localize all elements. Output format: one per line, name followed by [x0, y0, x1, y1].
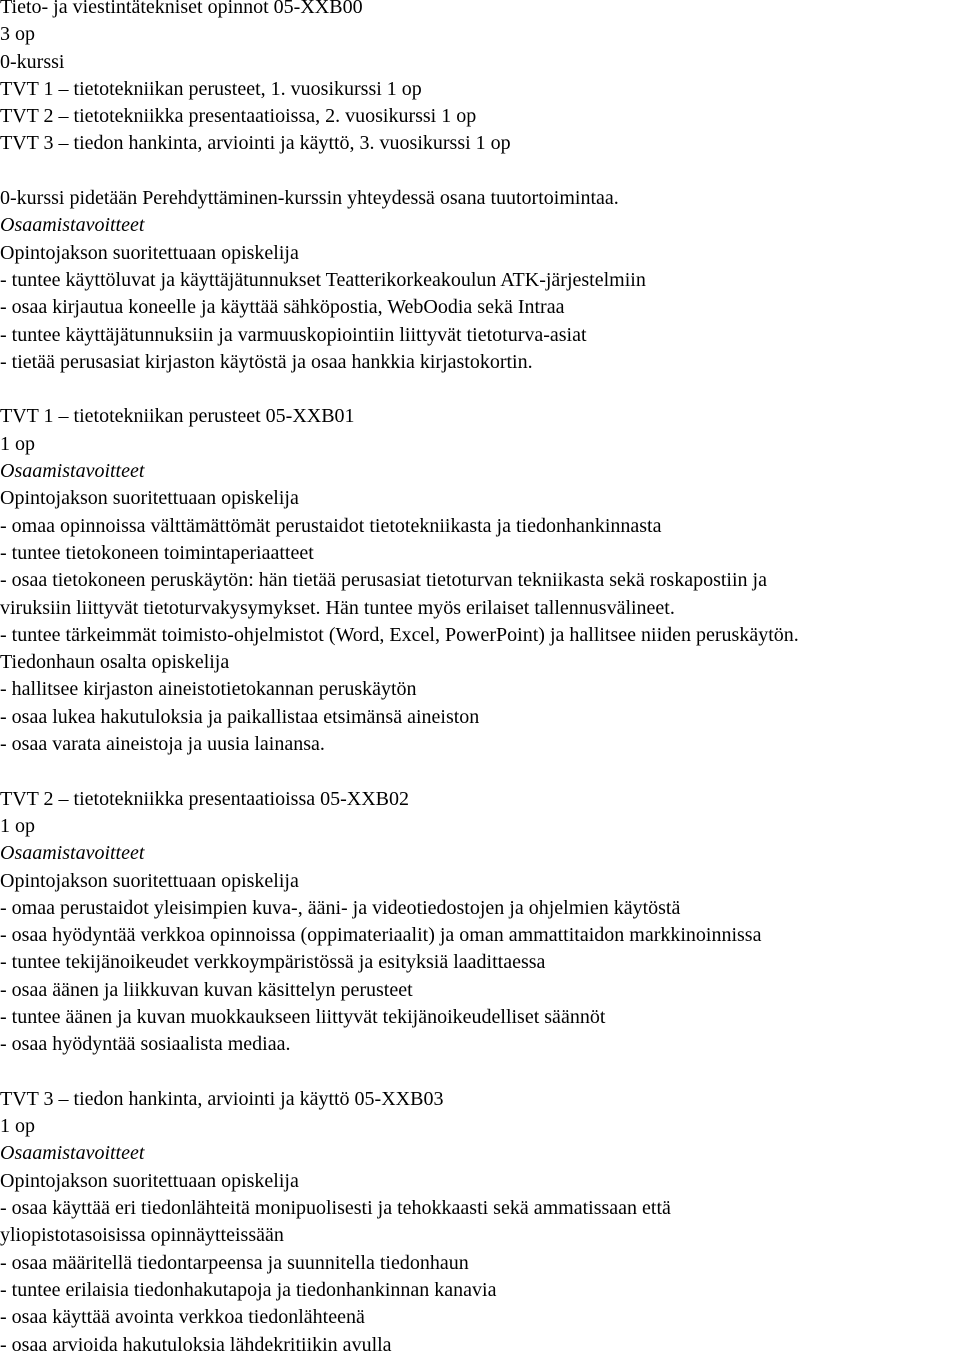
intro-section	[0, 0, 960, 376]
outcome-item: - osaa tietokoneen peruskäytön: hän tietää perusasiat tietoturvan tekniikasta sekä roskapostiin ja	[0, 569, 767, 592]
credits: 3 op	[0, 23, 35, 46]
search-outcome-item: - osaa lukea hakutuloksia ja paikallistaa etsimänsä aineiston	[0, 705, 480, 728]
student-intro: Opintojakson suoritettuaan opiskelija	[0, 241, 299, 264]
outcomes-heading: Osaamistavoitteet	[0, 460, 145, 483]
outcome-item: - osaa käyttää eri tiedonlähteitä monipuolisesti ja tehokkaasti sekä ammatissaan että	[0, 1197, 671, 1220]
spacer	[0, 158, 960, 185]
tvt3-section	[0, 1086, 960, 1359]
section-title: TVT 3 – tiedon hankinta, arviointi ja käyttö 05-XXB03	[0, 1087, 444, 1110]
course-list-item: TVT 3 – tiedon hankinta, arviointi ja käyttö, 3. vuosikurssi 1 op	[0, 132, 511, 155]
search-intro: Tiedonhaun osalta opiskelija	[0, 651, 230, 674]
tvt1-section	[0, 403, 960, 758]
course-list-item: TVT 2 – tietotekniikka presentaatioissa, 2. vuosikurssi 1 op	[0, 105, 477, 128]
outcome-item: - tietää perusasiat kirjaston käytöstä ja osaa hankkia kirjastokortin.	[0, 350, 533, 373]
outcome-item: - tuntee tietokoneen toimintaperiaatteet	[0, 541, 314, 564]
search-outcome-item: - hallitsee kirjaston aineistotietokannan peruskäytön	[0, 678, 417, 701]
student-intro: Opintojakson suoritettuaan opiskelija	[0, 869, 299, 892]
course-list-item: TVT 1 – tietotekniikan perusteet, 1. vuosikurssi 1 op	[0, 77, 422, 100]
course-0-note: 0-kurssi pidetään Perehdyttäminen-kurssin yhteydessä osana tuutortoimintaa.	[0, 187, 619, 210]
search-outcome-item: - osaa varata aineistoja ja uusia lainansa.	[0, 733, 325, 756]
outcome-item: - tuntee äänen ja kuvan muokkaukseen liittyvät tekijänoikeudelliset säännöt	[0, 1005, 606, 1028]
outcome-item: - osaa käyttää avointa verkkoa tiedonlähteenä	[0, 1306, 365, 1329]
section-title: TVT 2 – tietotekniikka presentaatioissa 05-XXB02	[0, 787, 409, 810]
credits: 1 op	[0, 814, 35, 837]
outcome-item: - omaa opinnoissa välttämättömät perustaidot tietotekniikasta ja tiedonhankinnasta	[0, 514, 662, 537]
outcome-item: - osaa äänen ja liikkuvan kuvan käsittelyn perusteet	[0, 978, 413, 1001]
outcome-item: - tuntee tärkeimmät toimisto-ohjelmistot (Word, Excel, PowerPoint) ja hallitsee niiden peruskäytön.	[0, 623, 799, 646]
outcome-item: - tuntee erilaisia tiedonhakutapoja ja tiedonhankinnan kanavia	[0, 1278, 497, 1301]
spacer	[0, 758, 960, 785]
outcome-item: - osaa määritellä tiedontarpeensa ja suunnitella tiedonhaun	[0, 1251, 469, 1274]
spacer	[0, 1059, 960, 1086]
document-title: Tieto- ja viestintätekniset opinnot 05-XXB00	[0, 0, 363, 18]
outcome-item-continued: viruksiin liittyvät tietoturvakysymykset. Hän tuntee myös erilaiset tallennusvälineet.	[0, 596, 675, 619]
outcome-item: - tuntee käyttäjätunnuksiin ja varmuuskopiointiin liittyvät tietoturva-asiat	[0, 323, 587, 346]
tvt2-section	[0, 786, 960, 1059]
outcome-item: - osaa hyödyntää sosiaalista mediaa.	[0, 1033, 291, 1056]
outcome-item: - osaa arvioida hakutuloksia lähdekritiikin avulla	[0, 1333, 392, 1356]
section-title: TVT 1 – tietotekniikan perusteet 05-XXB01	[0, 405, 355, 428]
outcomes-heading: Osaamistavoitteet	[0, 842, 145, 865]
student-intro: Opintojakson suoritettuaan opiskelija	[0, 487, 299, 510]
outcome-item: - tuntee käyttöluvat ja käyttäjätunnukset Teatterikorkeakoulun ATK-järjestelmiin	[0, 268, 646, 291]
outcome-item: - osaa hyödyntää verkkoa opinnoissa (oppimateriaalit) ja oman ammattitaidon markkinoinnissa	[0, 924, 762, 947]
outcomes-heading: Osaamistavoitteet	[0, 1142, 145, 1165]
outcome-item-continued: yliopistotasoisissa opinnäytteissään	[0, 1224, 284, 1247]
outcome-item: - osaa kirjautua koneelle ja käyttää sähköpostia, WebOodia sekä Intraa	[0, 296, 565, 319]
outcome-item: - tuntee tekijänoikeudet verkkoympäristössä ja esityksiä laadittaessa	[0, 951, 546, 974]
credits: 1 op	[0, 1115, 35, 1138]
outcomes-heading: Osaamistavoitteet	[0, 214, 145, 237]
credits: 1 op	[0, 432, 35, 455]
spacer	[0, 376, 960, 403]
outcome-item: - omaa perustaidot yleisimpien kuva-, ääni- ja videotiedostojen ja ohjelmien käytöstä	[0, 896, 681, 919]
student-intro: Opintojakson suoritettuaan opiskelija	[0, 1169, 299, 1192]
course-0-name: 0-kurssi	[0, 50, 65, 73]
